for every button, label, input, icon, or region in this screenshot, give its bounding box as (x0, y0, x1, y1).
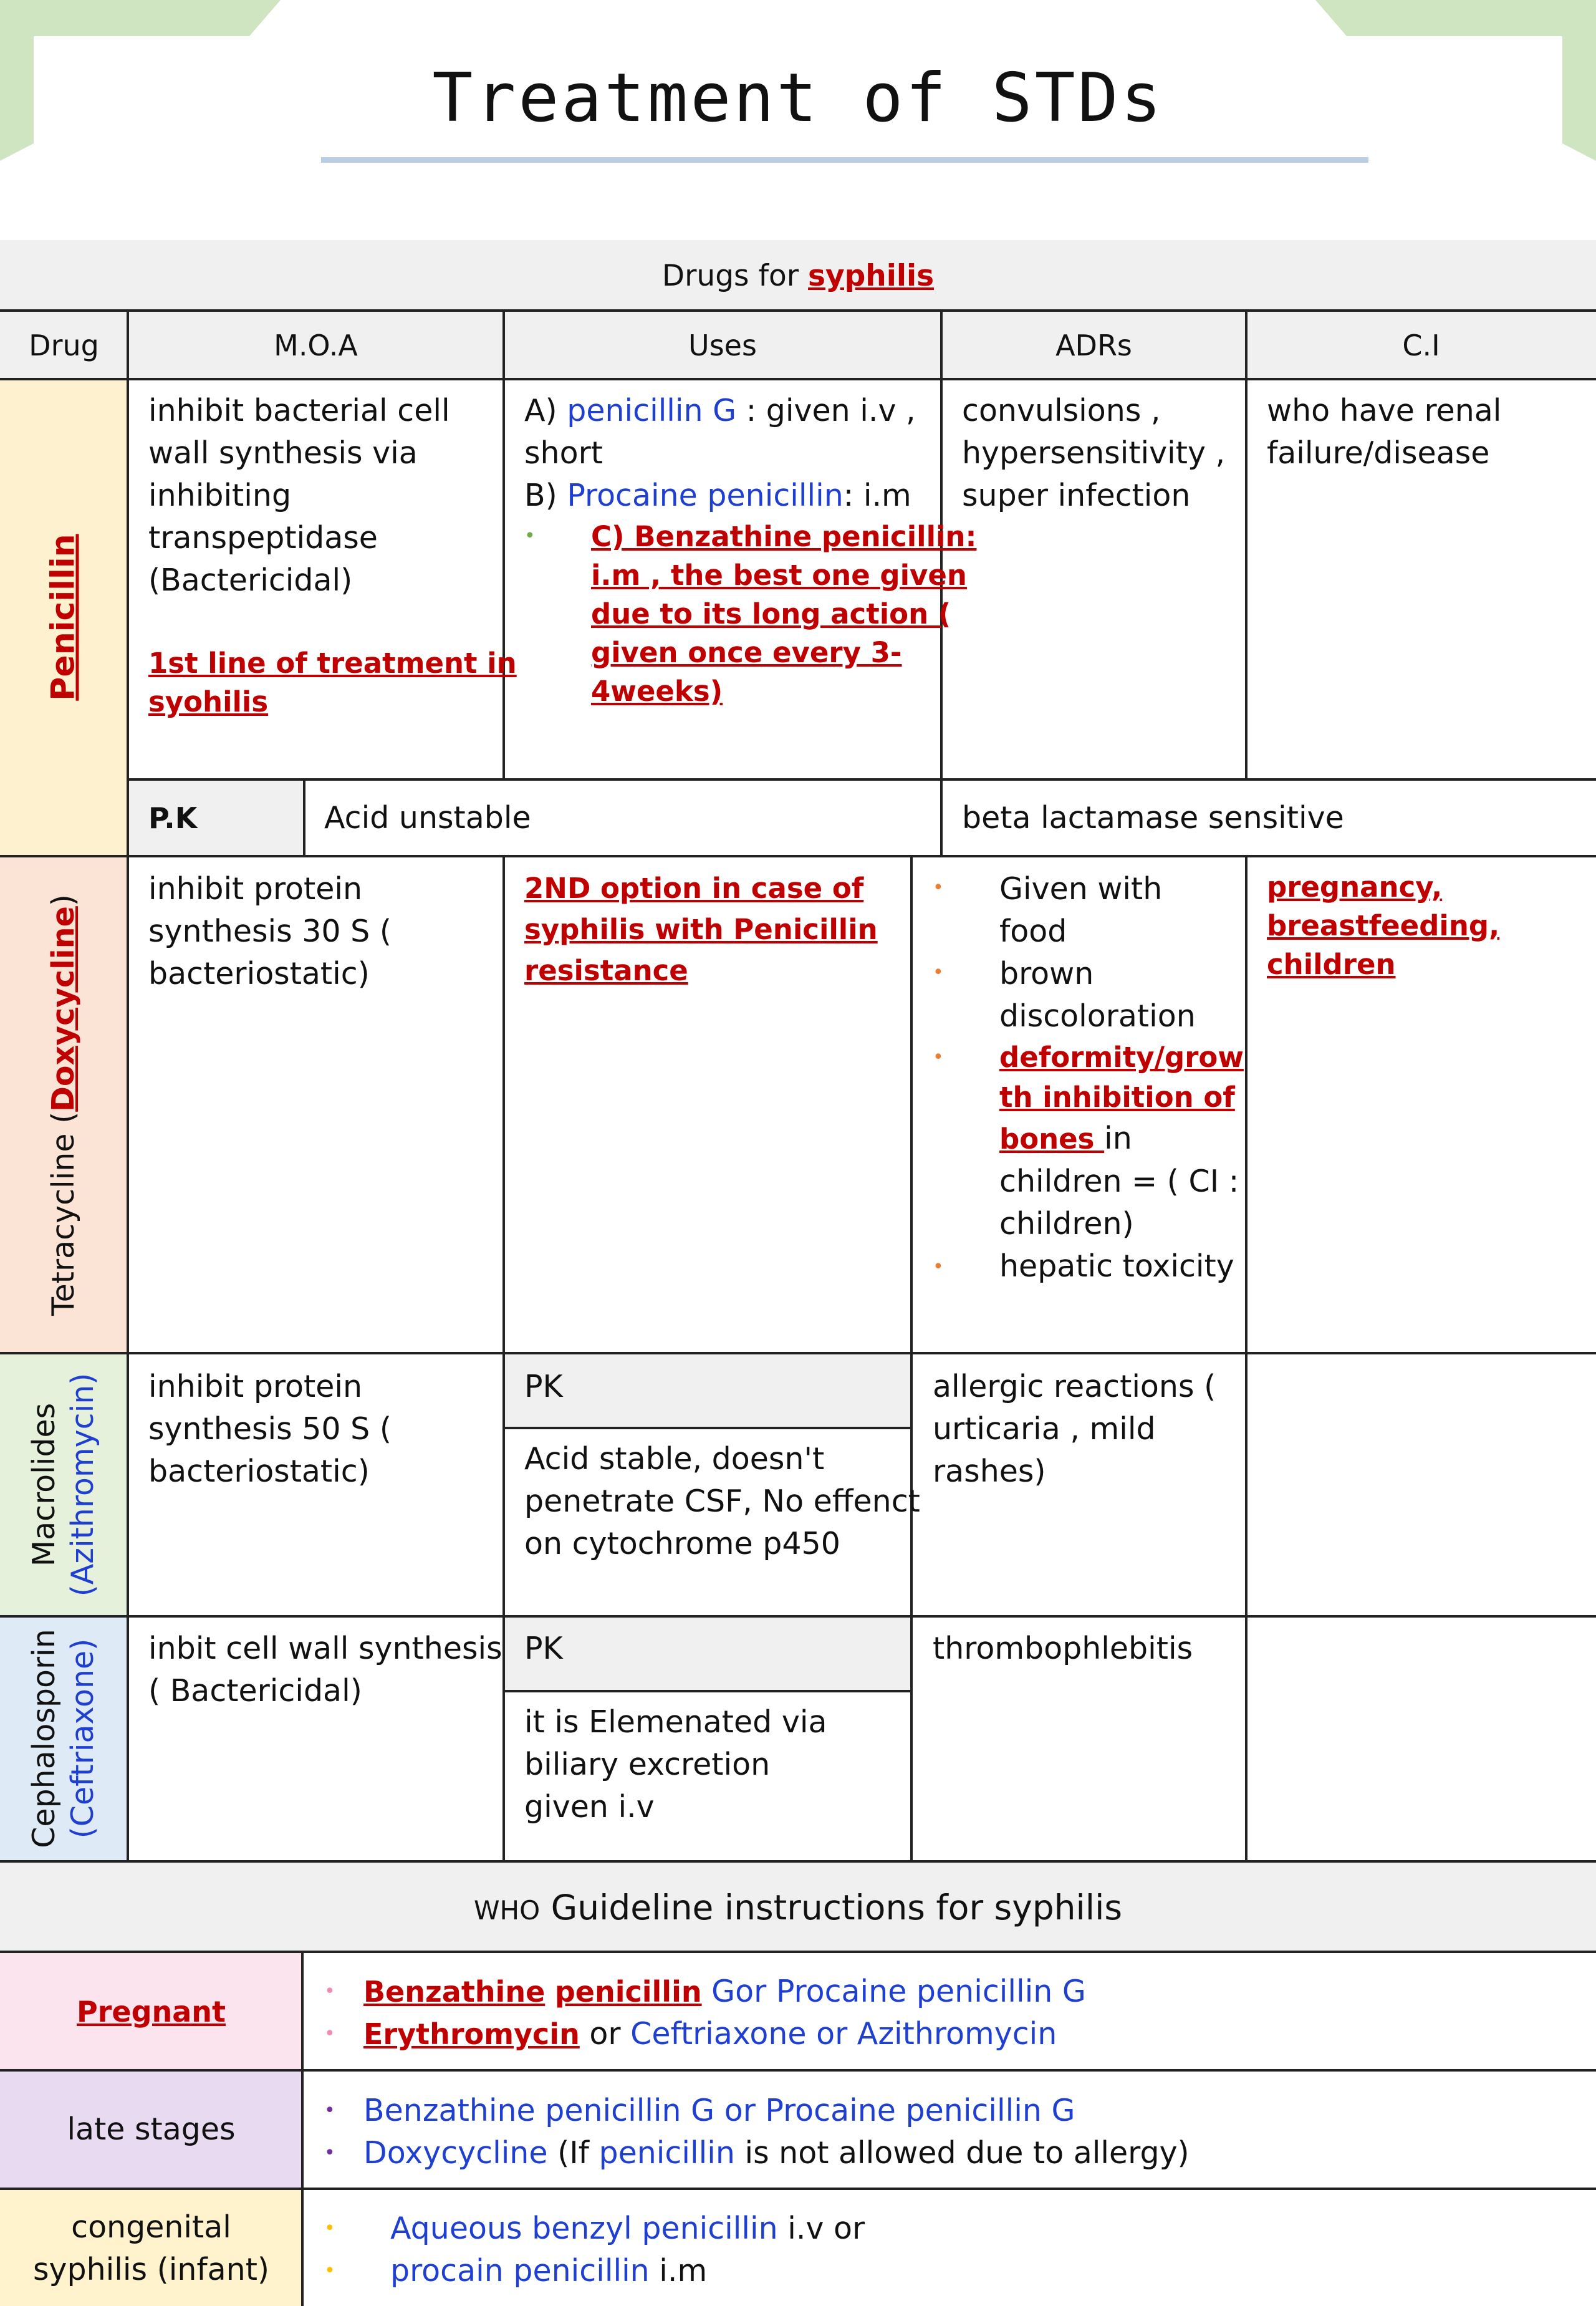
bullet-icon: • (324, 2142, 335, 2164)
bullet-icon: • (524, 525, 536, 547)
penicillin-pk-label: P.K (148, 801, 198, 835)
vline-uses-adrs-lower (910, 856, 913, 1861)
title-underline (321, 157, 1368, 163)
bullet-icon: • (324, 2217, 335, 2239)
section-title-drugs-for-syphilis: Drugs for syphilis (661, 259, 935, 293)
hline-penicillin-pk (128, 778, 1596, 781)
bullet-icon: • (933, 1046, 944, 1068)
header-uses: Uses (688, 329, 757, 362)
tetracycline-ci: pregnancy, breastfeeding, children (1267, 871, 1500, 981)
bullet-icon: • (933, 877, 944, 899)
who-pregnant-line-2: Erythromycin or Ceftriaxone or Azithromycin (363, 2016, 1057, 2052)
who-section-title: WHO Guideline instructions for syphilis (473, 1888, 1123, 1927)
penicillin-uses-benzathine: C) Benzathine penicillin: i.m , the best one given due to its long action ( given once every 3- 4weeks) (591, 520, 977, 708)
cephalosporin-label: Cephalosporin (Ceftriaxone) (26, 1629, 100, 1848)
hline-section-top (0, 309, 1596, 312)
vline-moa-uses-body (502, 856, 505, 1861)
who-late-line-2: Doxycycline (If penicillin is not allowed due to allergy) (363, 2135, 1190, 2171)
vline-penicillin-pk-label (303, 779, 305, 856)
penicillin-moa: inhibit bacterial cell wall synthesis via inhibiting transpeptidase (Bactericidal) (148, 393, 450, 598)
bullet-icon: • (324, 2100, 335, 2121)
who-pregnant-label: Pregnant (76, 1995, 226, 2029)
who-late-label: late stages (67, 2111, 236, 2147)
tetracycline-uses: 2ND option in case of syphilis with Penicillin resistance (524, 872, 878, 987)
penicillin-ci: who have renal failure/disease (1267, 393, 1502, 471)
macrolides-pk: Acid stable, doesn't penetrate CSF, No effenct on cytochrome p450 (524, 1441, 920, 1561)
bullet-icon: • (933, 1256, 944, 1278)
tetracycline-adrs: Given with food brown discoloration deformity/grow th inhibition of bones in children = ( CI : children) hepatic toxicity (999, 871, 1244, 1284)
penicillin-first-line-note: 1st line of treatment in syohilis (148, 647, 517, 718)
macrolides-moa: inhibit protein synthesis 50 S ( bacteriostatic) (148, 1369, 392, 1489)
tetracycline-moa: inhibit protein synthesis 30 S ( bacteriostatic) (148, 871, 392, 991)
tetracycline-label: Tetracycline (Doxycycline) (46, 894, 81, 1316)
who-congenital-line-2: procain penicillin i.m (390, 2253, 708, 2289)
hline-macrolides-pk (504, 1427, 911, 1429)
hline-who-pregnant-bottom (0, 2069, 1596, 2072)
bullet-icon: • (324, 2023, 335, 2045)
cephalosporin-pk: it is Elemenated via biliary excretion given i.v (524, 1704, 827, 1825)
bullet-icon: • (324, 1980, 335, 2002)
macrolides-pk-header-cell (504, 1353, 911, 1428)
macrolides-label: Macrolides (Azithromycin) (26, 1373, 100, 1597)
vline-adrs-ci-top (1245, 311, 1247, 779)
bullet-icon: • (324, 2260, 335, 2282)
hline-penicillin-bottom (0, 855, 1596, 857)
hline-cephalosporin-pk (504, 1690, 911, 1692)
vline-adrs-ci-lower (1245, 856, 1247, 1861)
hline-who-header-bottom (0, 1951, 1596, 1953)
cephalosporin-moa: inbit cell wall synthesis ( Bactericidal) (148, 1631, 502, 1709)
macrolides-pk-label: PK (524, 1369, 563, 1404)
header-drug: Drug (29, 329, 99, 362)
cephalosporin-pk-label: PK (524, 1631, 563, 1666)
who-congenital-line-1: Aqueous benzyl penicillin i.v or (390, 2211, 865, 2246)
header-moa: M.O.A (274, 329, 358, 362)
who-late-line-1: Benzathine penicillin G or Procaine penicillin G (363, 2093, 1075, 2128)
hline-macrolides-bottom (0, 1615, 1596, 1618)
macrolides-adrs: allergic reactions ( urticaria , mild rashes) (933, 1369, 1216, 1489)
header-ci: C.I (1402, 329, 1440, 362)
page-title: Treatment of STDs (432, 59, 1164, 137)
hline-header-bottom (0, 378, 1596, 380)
cephalosporin-adrs: thrombophlebitis (933, 1631, 1193, 1666)
hline-tetracycline-bottom (0, 1352, 1596, 1354)
cephalosporin-pk-header-cell (504, 1616, 911, 1691)
who-congenital-label: congenital syphilis (infant) (32, 2209, 270, 2287)
hline-who-late-bottom (0, 2188, 1596, 2190)
bullet-icon: • (933, 962, 944, 983)
penicillin-pk-note: beta lactamase sensitive (962, 800, 1344, 836)
header-adrs: ADRs (1055, 329, 1132, 362)
who-pregnant-line-1: Benzathine penicillin Gor Procaine penicillin G (363, 1974, 1086, 2009)
hline-cephalosporin-bottom (0, 1860, 1596, 1863)
penicillin-adrs: convulsions , hypersensitivity , super infection (962, 393, 1226, 513)
penicillin-pk-value: Acid unstable (324, 800, 531, 836)
penicillin-label: Penicillin (44, 534, 82, 701)
penicillin-uses: A) penicillin G : given i.v , short B) Procaine penicillin: i.m (524, 393, 916, 513)
vline-drug-column (127, 311, 129, 1861)
